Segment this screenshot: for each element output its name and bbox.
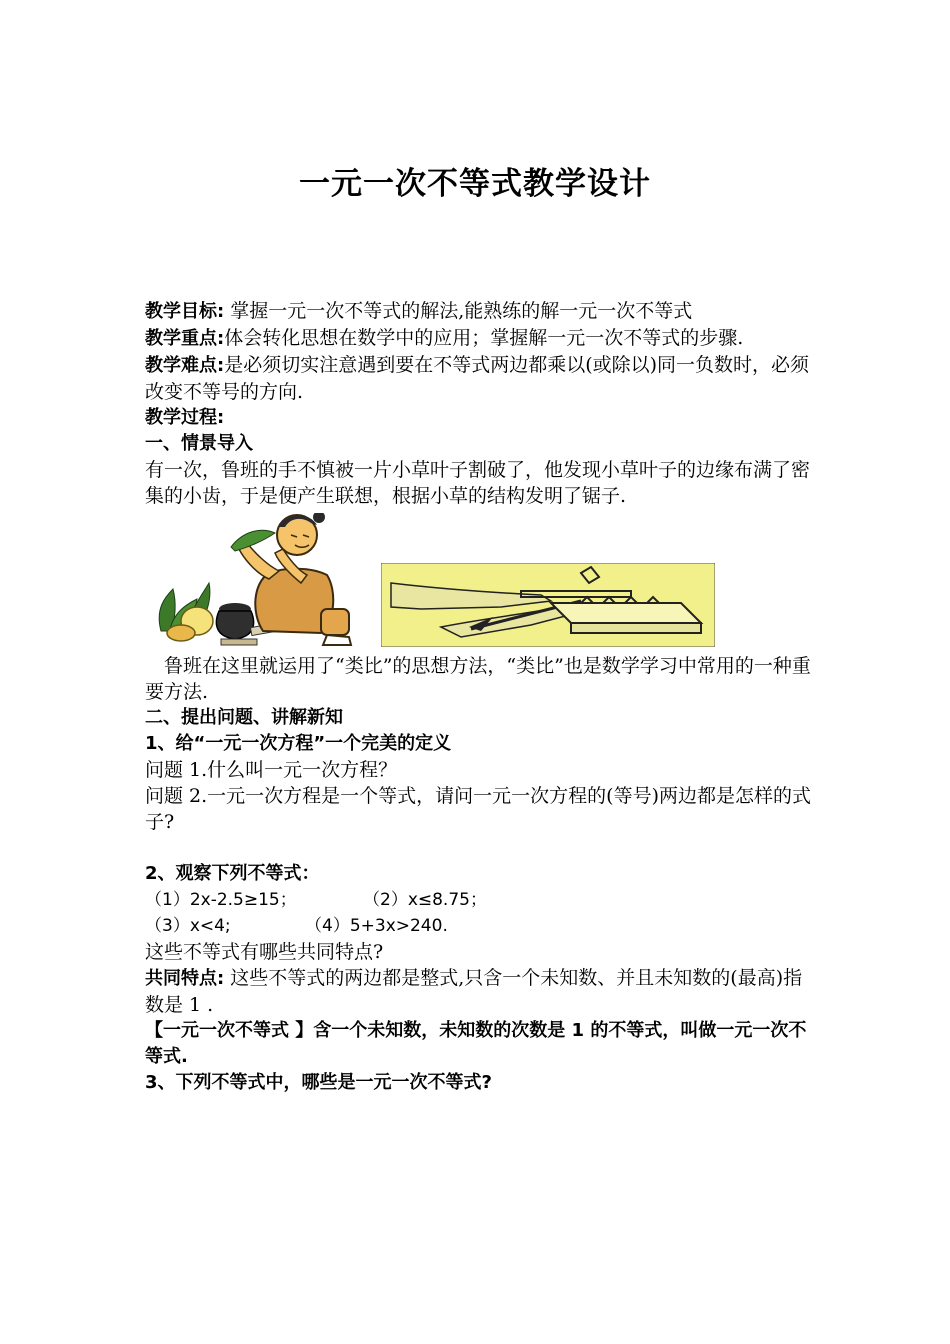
- saw-illustration: [381, 563, 715, 647]
- spacer: [145, 835, 813, 861]
- teaching-difficulty-text: 是必须切实注意遇到要在不等式两边都乘以(或除以)同一负数时，必须改变不等号的方向.: [145, 354, 810, 403]
- section2-sub1: 1、给“一元一次方程”一个完美的定义: [145, 733, 452, 754]
- question-1: 问题 1.什么叫一元一次方程？: [145, 759, 398, 781]
- section1-after-text: 鲁班在这里就运用了“类比”的思想方法，“类比”也是数学学习中常用的一种重要方法.: [145, 655, 811, 703]
- definition: 【一元一次不等式 】含一个未知数，未知数的次数是 1 的不等式，叫做一元一次不等式.: [145, 1020, 807, 1067]
- teaching-difficulty: [145, 352, 813, 405]
- inequality-row-2: [145, 913, 813, 939]
- teaching-difficulty-label: 教学难点:: [145, 355, 225, 376]
- section1-heading: 一、情景导入: [145, 433, 253, 454]
- section2-sub2: 2、观察下列不等式：: [145, 863, 320, 884]
- inequality-2: （2）x≤8.75；: [363, 890, 487, 910]
- inequality-4: （4）5+3x>240.: [305, 916, 448, 936]
- common-features: [145, 965, 813, 1018]
- teaching-key-text: 体会转化思想在数学中的应用；掌握解一元一次不等式的步骤.: [224, 327, 744, 349]
- common-features-text: 这些不等式的两边都是整式,只含一个未知数、并且未知数的(最高)指数是 1 .: [145, 967, 803, 1016]
- section1-text: 有一次，鲁班的手不慎被一片小草叶子割破了，他发现小草叶子的边缘布满了密集的小齿，于是便产生联想，根据小草的结构发明了锯子.: [145, 459, 811, 507]
- teaching-goal: [145, 298, 813, 325]
- illustrations: [145, 513, 813, 653]
- teaching-key: [145, 325, 813, 352]
- document-body: [145, 298, 813, 1096]
- common-features-label: 共同特点:: [145, 968, 225, 989]
- process-label: 教学过程:: [145, 407, 225, 428]
- inequality-row-1: [145, 887, 813, 913]
- common-question: 这些不等式有哪些共同特点?: [145, 941, 384, 963]
- document-title: 一元一次不等式教学设计: [299, 166, 651, 202]
- teaching-goal-text: 掌握一元一次不等式的解法,能熟练的解一元一次不等式: [224, 300, 693, 322]
- question-2: 问题 2.一元一次方程是一个等式，请问一元一次方程的(等号)两边都是怎样的式子?: [145, 785, 811, 833]
- teaching-key-label: 教学重点:: [145, 328, 225, 349]
- lu-ban-illustration: [151, 513, 377, 653]
- inequality-1: （1）2x-2.5≥15；: [145, 890, 297, 910]
- teaching-goal-label: 教学目标:: [145, 301, 225, 322]
- section2-sub3: 3、下列不等式中，哪些是一元一次不等式?: [145, 1072, 492, 1093]
- section2-heading: 二、提出问题、讲解新知: [145, 707, 343, 728]
- inequality-3: （3）x<4;: [145, 916, 231, 936]
